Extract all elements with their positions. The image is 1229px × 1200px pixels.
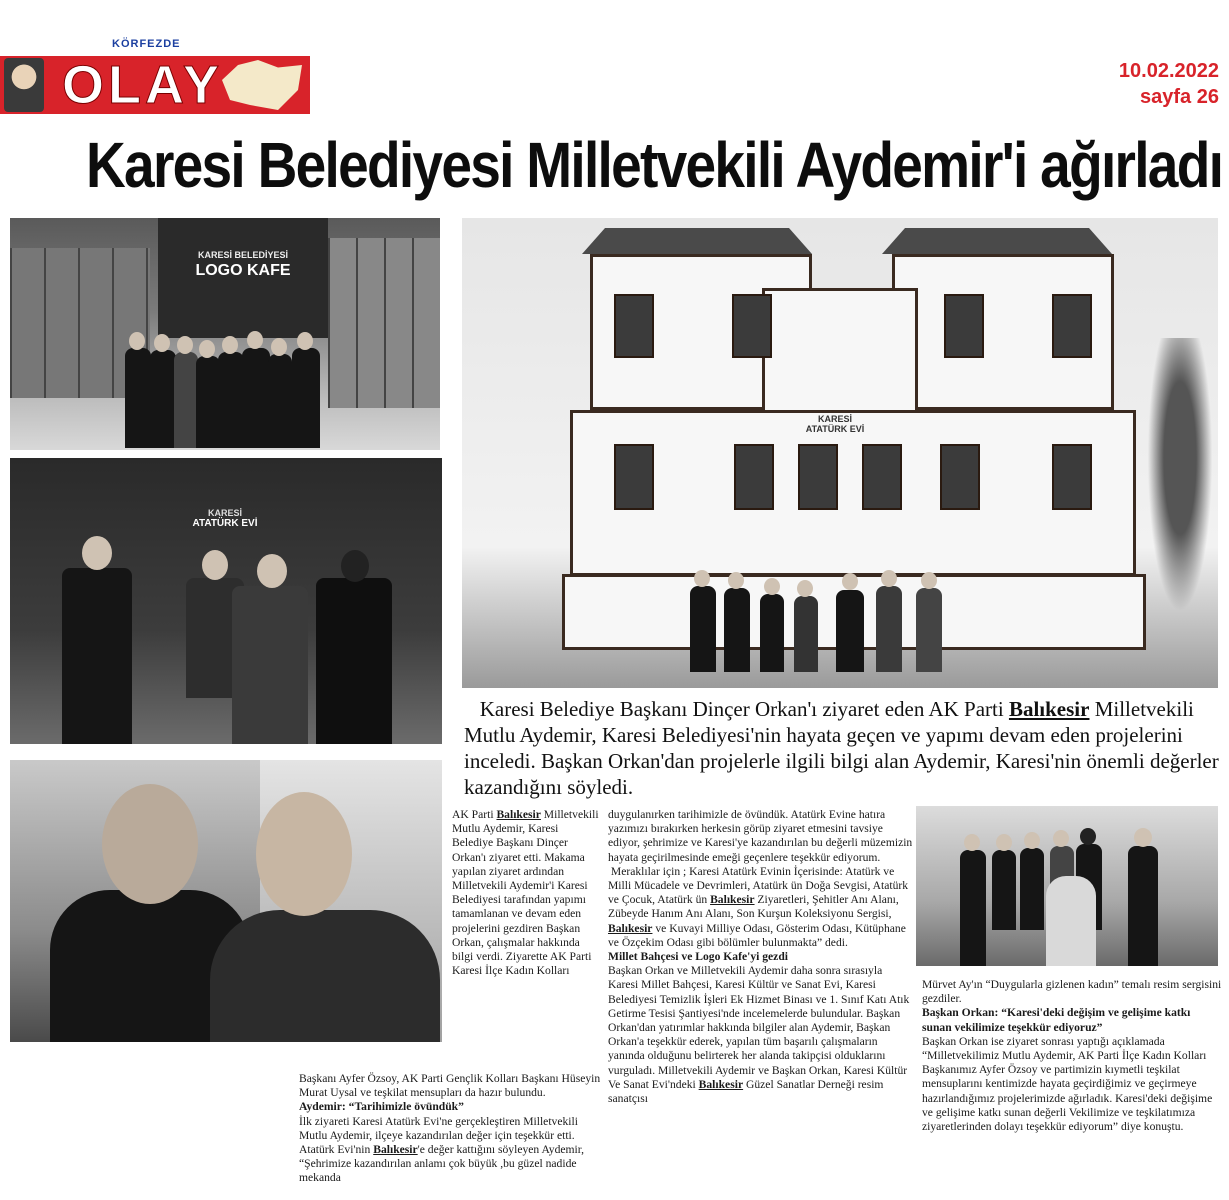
logo-wordmark: OLAY: [62, 55, 224, 115]
col1-text-c: Milletvekili Mutlu Aydemir, Karesi Belediye Başkanı Dinçer Orkan'ı ziyaret etti. Makama yapılan ziyaret ardından Milletvekili Aydemir'i Karesi Belediyesi tarafından yapımı tamamlanan ve devam eden projelerini gezdiren Başkan Orkan, çalışmalar hakkında bilgi verdi. Ziyarette AK Parti Karesi İlçe Kadın Kolları: [452, 808, 599, 978]
article-headline: Karesi Belediyesi Milletvekili Aydemir'i ağırladı: [86, 129, 1223, 201]
col1-text-a: AK Parti: [452, 808, 497, 821]
col1-highlight: Balıkesir: [496, 808, 541, 821]
house-sign-top: KARESİ: [817, 414, 852, 424]
col1-highlight-2: Balıkesir: [373, 1143, 418, 1157]
col2-text-p3c: Güzel Sanatlar Derneği resim sanatçısı: [608, 1077, 884, 1106]
col2-highlight-1: Balıkesir: [710, 893, 755, 907]
col3-paragraph-1: Mürvet Ay'ın “Duygularla gizlenen kadın” temalı resim sergisini gezdiler.: [922, 978, 1222, 1006]
issue-date: 10.02.2022: [1118, 60, 1219, 82]
logo-top-label: KÖRFEZDE: [112, 38, 181, 50]
newspaper-logo: [0, 38, 310, 116]
photo-ataturk-evi-building: [462, 218, 1218, 688]
article-column-3: [922, 978, 1222, 1134]
col2-paragraph-1: duygulanırken tarihimizle de övündük. Atatürk Evine hatıra yazımızı bırakırken herkesin görüp ziyaret etmesini tavsiye ediyor, şehrimize ve Karesi'ye kazandırılan bu değerli müzemizin hayata geçirilmesinde emeği geçenlere teşekkür ediyorum.: [608, 808, 913, 864]
article-column-1-top: [452, 808, 602, 978]
col2-subheading: Millet Bahçesi ve Logo Kafe'yi gezdi: [608, 950, 788, 964]
cafe-sign-top: KARESİ BELEDİYESİ: [197, 250, 289, 260]
col1-text-p2: İlk ziyareti Karesi Atatürk Evi'ne gerçekleştiren Milletvekili Mutlu Aydemir, ilçeye kazandırılan değer için teşekkür etti. Atatürk Evi'nin: [299, 1114, 578, 1157]
museum-sign-top: KARESİ: [207, 508, 242, 518]
col2-text-a: Meraklılar için ; Karesi Atatürk Evinin İçerisinde: Atatürk ve Milli Mücadele ve Devrimleri, Atatürk ün Doğa Sevgisi, Atatürk ve Çocuk, Atatürk ün: [608, 864, 909, 907]
article-lead: [464, 696, 1220, 800]
col1-text-p2c: 'e değer kattığını söyleyen Aydemir, “Şehrimize kazandırılan anlamı çok büyük ,bu güzel nadide mekanda: [299, 1143, 585, 1185]
col2-highlight-2: Balıkesir: [608, 921, 653, 935]
col1-subheading: Aydemir: “Tarihimizle övündük”: [299, 1100, 464, 1114]
lead-highlight: Balıkesir: [1008, 697, 1090, 721]
col3-paragraph-2: Başkan Orkan ise ziyaret sonrası yaptığı açıklamada “Milletvekilimiz Mutlu Aydemir, AK Parti İlçe Kadın Kolları Başkanımız Ayfer Özsoy ve partimizin kıymetli teşkilat mensuplarını kentimizde hayata geçirdiğimiz ve geçirmeye hazırlandığımız projelerimizde ağırladık. Karesi'deki değişime ve gelişime katkı sunan değerli Vekilimize ve teşkilatımıza ziyaretlerinden dolayı teşekkür ediyorum” diye konuştu.: [922, 1034, 1213, 1134]
lead-text-end: Milletvekili Mutlu Aydemir, Karesi Belediyesi'nin hayata geçen ve yapımı devam eden projelerini inceledi. Başkan Orkan'dan projelerle ilgili bilgi alan Aydemir, Karesi'nin önemli değerler kazandığını söyledi.: [464, 697, 1219, 799]
col2-text-p3: Başkan Orkan ve Milletvekili Aydemir daha sonra sırasıyla Karesi Millet Bahçesi, Karesi Kültür ve Sanat Evi, Karesi Belediyesi Temizlik İşleri Ek Hizmet Binası ve 1. Sınıf Katı Atık Getirme Tesisi Şantiyesi'nde incelemelerde bulundular. Başkan Orkan'dan yatırımlar hakkında bilgiler alan Aydemir, Başkan Orkan'a teşekkür ederek, yapılan tüm başarılı çalışmaların yanında olduğunu belirterek her alanda takipçisi olduklarını vurguladı. Milletvekili Aydemir ve Başkan Orkan, Karesi Kültür Ve Sanat Evi'ndeki: [608, 964, 910, 1091]
col2-text-e: ve Kuvayi Milliye Odası, Gösterim Odası, Kütüphane ve Özçekim Odası gibi bölümler bulunmakta” dedi.: [608, 921, 906, 949]
photo-museum-interior: [10, 458, 442, 744]
col2-highlight-3: Balıkesir: [698, 1077, 744, 1091]
col1-paragraph: Başkanı Ayfer Özsoy, AK Parti Gençlik Kolları Başkanı Hüseyin Murat Uysal ve teşkilat mensupları da hazır bulundu.: [299, 1072, 601, 1100]
issue-info: [1119, 58, 1219, 110]
photo-art-exhibition: [916, 806, 1218, 966]
museum-sign-main: ATATÜRK EVİ: [192, 518, 258, 529]
col2-text-c: Ziyaretleri, Şehitler Anı Alanı, Zübeyde Hanım Anı Alanı, Son Kurşun Koleksiyonu Sergisi,: [608, 893, 899, 921]
house-sign-main: ATATÜRK EVİ: [805, 424, 865, 434]
photo-logo-kafe-group: [10, 218, 440, 450]
lead-text-start: Karesi Belediye Başkanı Dinçer Orkan'ı ziyaret eden AK Parti: [479, 697, 1009, 721]
article-column-1-bottom: [299, 1072, 602, 1186]
page-number: sayfa 26: [1140, 86, 1219, 108]
cafe-sign-main: LOGO KAFE: [195, 262, 291, 279]
portrait-icon: [4, 58, 44, 112]
col3-subheading: Başkan Orkan: “Karesi'deki değişim ve gelişime katkı sunan vekilimize teşekkür ediyoruz”: [922, 1006, 1191, 1034]
photo-aydemir-orkan-closeup: [10, 760, 442, 1042]
article-column-2: [608, 808, 913, 1106]
